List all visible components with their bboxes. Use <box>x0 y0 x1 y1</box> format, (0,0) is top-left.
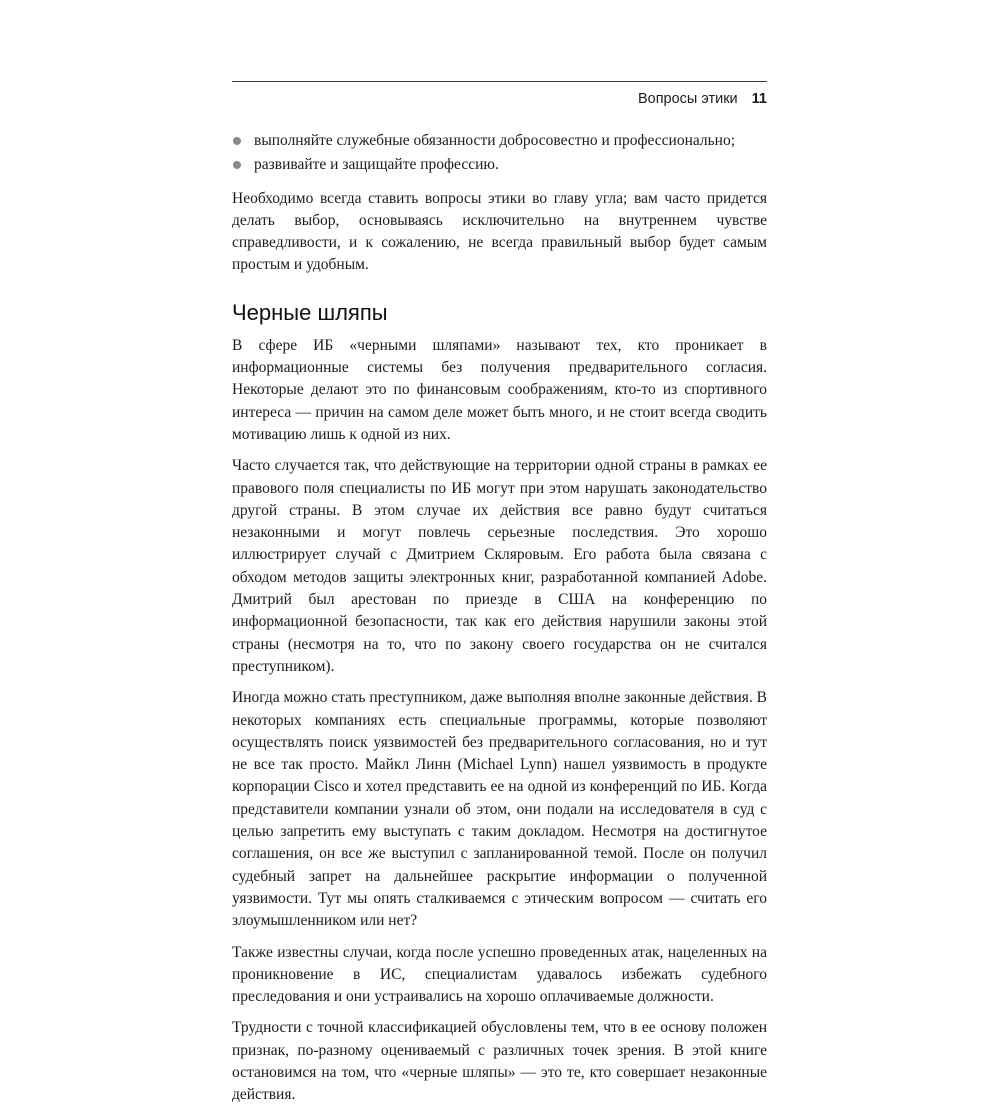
page-number: 11 <box>751 91 767 107</box>
bullet-text: развивайте и защищайте профессию. <box>254 156 499 174</box>
paragraph: Иногда можно стать преступником, даже выполняя вполне законные действия. В некоторых компаниях есть специальные программы, которые позволяют осуществлять поиск уязвимостей без предварительного согласования, но и тут не все так просто. Майкл Линн (Michael Lynn) нашел уязвимость в продукте корпорации Cisco и хотел представить ее на одной из конференций по ИБ. Когда представители компании узнали об этом, они подали на исследователя в суд с целью запретить ему выступать с таким докладом. Несмотря на достигнутое соглашения, он все же выступил с запланированной темой. После он получил судебный запрет на дальнейшее раскрытие информации о полученной уязвимости. Тут мы опять сталкиваемся с этическим вопросом — считать его злоумышленником или нет? <box>232 689 767 930</box>
paragraph: В сфере ИБ «черными шляпами» называют тех, кто проникает в информационные системы без получения предварительного согласия. Некоторые делают это по финансовым соображениям, кто-то из спортивного интереса — причин на самом деле может быть много, и не стоит всегда сводить мотивацию лишь к одной из них. <box>232 336 767 443</box>
paragraph: Часто случается так, что действующие на территории одной страны в рамках ее правового поля специалисты по ИБ могут при этом нарушать законодательство другой страны. В этом случае их действия все равно будут считаться незаконными и могут повлечь серьезные последствия. Это хорошо иллюстрирует случай с Дмитрием Скляровым. Его работа была связана с обходом методов защиты электронных книг, разработанной компанией Adobe. Дмитрий был арестован по приезде в США на конференцию по информационной безопасности, так как его действия нарушили законы этой страны (несмотря на то, что по закону своего государства он не считался преступником). <box>232 457 767 675</box>
bullet-item <box>232 130 767 152</box>
paragraph: Трудности с точной классификацией обусловлены тем, что в ее основу положен признак, по-разному оцениваемый с различных точек зрения. В этой книге остановимся на том, что «черные шляпы» — это те, кто совершает незаконные действия. <box>232 1019 767 1104</box>
bullet-dot-icon <box>233 137 241 145</box>
bullet-dot-icon <box>233 161 241 169</box>
running-header-section: Вопросы этики <box>637 91 738 107</box>
page-body <box>232 130 767 1107</box>
running-header <box>232 89 767 109</box>
bullet-list <box>232 130 767 177</box>
paragraph: Также известны случаи, когда после успешно проведенных атак, нацеленных на проникновение в ИС, специалистам удавалось избежать судебного преследования и они устраивались на хорошо оплачиваемые должности. <box>232 943 767 1006</box>
bullet-text: выполняйте служебные обязанности добросовестно и профессионально; <box>254 132 736 149</box>
bullet-item <box>232 154 767 176</box>
header-rule <box>232 81 767 82</box>
intro-paragraph: Необходимо всегда ставить вопросы этики во главу угла; вам часто придется делать выбор, основываясь исключительно на внутреннем чувстве справедливости, и к сожалению, не всегда правильный выбор будет самым простым и удобным. <box>232 189 767 274</box>
section-heading: Черные шляпы <box>232 299 388 325</box>
